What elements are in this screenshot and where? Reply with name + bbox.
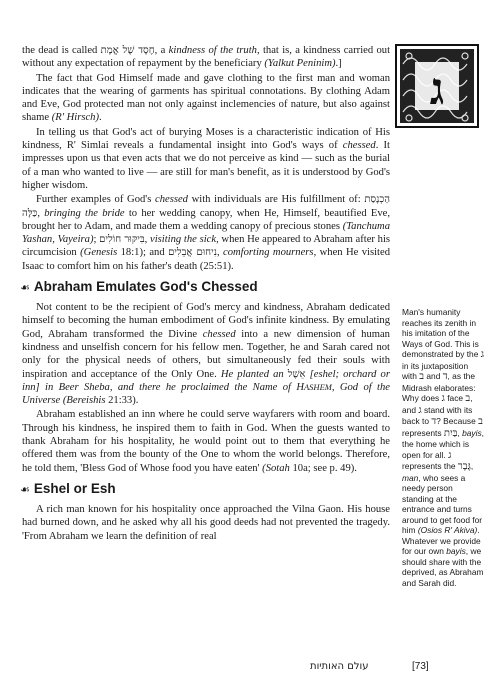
paragraph: The fact that God Himself made and gave clothing to the first man and woman indicates that the wearing of garments has spiritual connotations. By clothing Adam and Eve, God protected man not only against inclemencies of nature, but also against shame (R' Hirsch).	[22, 72, 390, 124]
dropcap-letter: ג	[429, 64, 445, 115]
decorative-letter-gimel-icon	[395, 44, 479, 128]
section-abraham	[22, 301, 390, 475]
sidenote: Man's humanity reaches its zenith in his imitation of the Ways of God. This is demonstrated by the ג in its juxtaposition with ב and ד, as the Midrash elaborates: Why does ג face ב, and ג stand with its back to ד? Because ב represents בַּיִת, bayis, the home which is open for all. ג represents the גֶּבֶר, man, who sees a needy person standing at the entrance and turns around to get food for him (Osios R' Akiva). Whatever we provide for our own bayis, we should share with the deprived, as Abraham and Sarah did.	[402, 307, 484, 588]
heading-eshel-or-esh	[20, 481, 390, 498]
heading-text: Eshel or Esh	[33, 480, 116, 496]
page-number: [73]	[412, 661, 429, 672]
main-column	[22, 44, 390, 544]
paragraph: Further examples of God's chessed with individuals are His fulfillment of: הַכְנָסַת כַּלָּה, bringing the bride to her wedding canopy, when He, Himself, beautified Eve, brought her to Adam, and made them a wedding canopy of precious stones (Tanchuma Yashan, Vayeira); בִּיקּוּר חוֹלִים, visiting the sick, when He appeared to Abraham after his circumcision (Genesis 18:1); and נִיחוּם אֲבֵלִים, comforting mourners, when He visited Isaac to comfort him on his father's death (25:51).	[22, 194, 391, 272]
paragraph: Abraham established an inn where he could serve wayfarers with room and board. Through his kindness, he inspired them to faith in God. When the guests wanted to thank Abraham for his hospitality, he would point out to them that everything he offered them was from the bounty of the One to whom the world belongs. Therefore, he told them, 'Bless God of Whose food you have eaten' (Sotah 10a; see p. 49).	[22, 409, 390, 474]
paragraph: the dead is called חֶסֶד שֶׁל אֱמֶת, a kindness of the truth, that is, a kindness carried out without any expectation of repayment by the beneficiary (Yalkut Peninim).]	[22, 45, 391, 70]
page-footer	[0, 661, 500, 677]
running-title: עולם האותיות	[310, 661, 369, 672]
section-intro	[22, 44, 390, 273]
heading-text: Abraham Emulates God's Chessed	[33, 279, 258, 295]
heading-abraham-emulates	[20, 279, 390, 296]
paragraph: A rich man known for his hospitality once approached the Vilna Gaon. His house had burned down, and he asked why all his good deeds had not prevented the tragedy. 'From Abraham we learn the definition of real	[22, 503, 390, 542]
ornament-icon: ☙	[20, 482, 30, 496]
paragraph: Not content to be the recipient of God's mercy and kindness, Abraham dedicated himself to becoming the human embodiment of God's infinite kindness. By emulating God, Abraham transformed the Divine chessed into a new dimension of human kindness and unselfish concern for his fellow men. Together, he and Sarah cared not only for the physical needs of others, but simultaneously fed their souls with inspiration and acceptance of the Only One. He planted an אֵשֶׁל [eshel; orchard or inn] in Beer Sheba, and there he proclaimed the Name of HASHEM, God of the Universe (Bereishis 21:33).	[22, 302, 390, 407]
section-eshel	[22, 503, 390, 543]
paragraph: In telling us that God's act of burying Moses is a characteristic indication of His kindness, R' Simlai reveals a fundamental insight into God's ways of chessed. It impresses upon us that even acts that we do not perceive as kind — such as the burial of a man who wanted to live — are still for man's benefit, as it is understood by God's higher wisdom.	[22, 126, 390, 191]
ornament-icon: ☙	[20, 281, 30, 295]
